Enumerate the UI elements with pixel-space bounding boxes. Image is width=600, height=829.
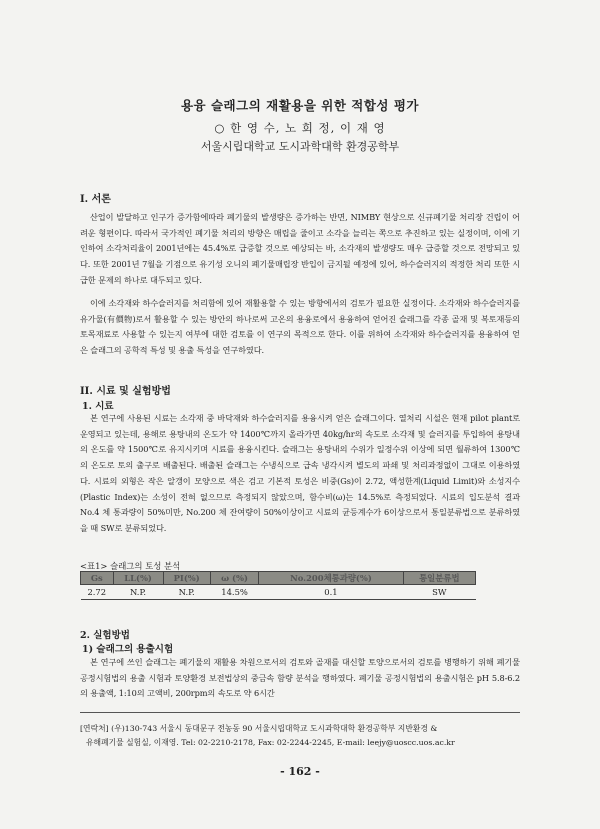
contact-line-2: 유해폐기물 실험실, 이재영. Tel: 02-2210-2178, Fax: 02-2244-2245, E-mail: leejy@uoscc.uos.ac.kr: [86, 738, 455, 747]
subsection-heading-sample: 1. 시료: [82, 401, 114, 412]
leaching-paragraph: 본 연구에 쓰인 슬래그는 폐기물의 재활용 차원으로서의 검토와 골재를 대신할 토양으로서의 검토를 병행하기 위해 폐기물 공정시험법의 용출 시험과 토양환경 보전법상의 중금속 함량 분석을 행하였다. 폐기물 공정시험법의 용출시험은 pH 5.8-6.2의 용출액, 1:10의 고액비, 200rpm의 속도로 약 6시간: [80, 657, 520, 699]
paper-title: 용융 슬래그의 재활용을 위한 적합성 평가: [180, 98, 420, 113]
table-header-row: [81, 572, 476, 585]
table-header-cell: PI(%): [163, 572, 210, 585]
table-caption: <표1> 슬래그의 토성 분석: [80, 561, 181, 571]
table-cell: N.P.: [163, 585, 210, 600]
table-cell: N.P.: [113, 585, 163, 600]
contact-line-1: [연락처] (우)130-743 서울시 동대문구 전농동 90 서울시립대학교 도시과학대학 환경공학부 지반환경 &: [80, 724, 438, 733]
page-number: - 162 -: [280, 765, 320, 778]
table-header-cell: No.200체통과량(%): [259, 572, 403, 585]
table-cell: 14.5%: [210, 585, 258, 600]
section-heading-introduction: I. 서론: [80, 194, 111, 205]
affiliation: 서울시립대학교 도시과학대학 환경공학부: [200, 140, 400, 153]
contact-footnote: [80, 722, 520, 750]
table-header-cell: LL(%): [113, 572, 163, 585]
intro-paragraph-2: 이에 소각재와 하수슬러지를 처리함에 있어 재활용할 수 있는 방향에서의 검토가 필요한 실정이다. 소각재와 하수슬러지를 유가물(有價物)로서 활용할 수 있는 방안의 하나로써 고온의 용융로에서 용융하여 얻어진 슬래그를 각종 골재 및 복토재등의 토목재료로 사용할 수 있는지 여부에 대한 검토를 이 연구의 목적으로 한다. 이를 위하여 소각재와 하수슬러지를 용융하여 얻은 슬래그의 공학적 특성 및 용출 특성을 연구하였다.: [80, 298, 520, 356]
table-cell: SW: [403, 585, 475, 600]
footnote-divider: [80, 712, 520, 713]
table-row: [81, 585, 476, 600]
table-header-cell: Gs: [81, 572, 114, 585]
author-list: ○ 한 영 수, 노 희 정, 이 재 영: [214, 121, 386, 135]
sample-paragraph: 본 연구에 사용된 시료는 소각재 중 바닥재와 하수슬러지를 용융시켜 얻은 슬래그이다. 열처리 시설은 현재 pilot plant로 운영되고 있는데, 용해로 용탕내의 온도가 약 1400℃까지 올라가면 40kg/hr의 속도로 소각재 및 슬러지를 투입하여 용탕내의 온도를 약 1500℃로 유지시키며 시료를 용융시킨다. 슬래그는 용탕내의 수위가 일정수위 이상에 되면 월류하여 1300℃의 온도로 토의 출구로 배출된다. 배출된 슬래그는 수냉식으로 급속 냉각시켜 별도의 파쇄 및 처리과정없이 그대로 이용하였다. 시료의 외형은 작은 알갱이 모양으로 색은 검고 기본적 토성은 비중(Gs)이 2.72, 액성한계(Liquid Limit)와 소성지수(Plastic Index)는 소성이 전혀 없으므로 측정되지 않았으며, 함수비(ω)는 14.5%로 측정되었다. 시료의 입도분석 결과 No.4 체 통과량이 50%미만, No.200 체 잔여량이 50%이상이고 시료의 균등계수가 6이상으로서 통일분류법으로 분류하였을 때 SW로 분류되었다.: [80, 413, 520, 533]
section-heading-materials-methods: II. 시료 및 실험방법: [80, 386, 171, 397]
subsection-heading-leaching-test: 1) 슬래그의 용출시험: [82, 644, 174, 655]
intro-paragraph-1: 산업이 발달하고 인구가 증가함에따라 폐기물의 발생량은 증가하는 반면, NIMBY 현상으로 신규폐기물 처리장 건립이 어려운 형편이다. 따라서 국가적인 폐기물 처리의 방향은 매립을 줄이고 소각을 늘리는 쪽으로 추진하고 있는 실정이며, 이에 기인하여 소각처리율이 2001년에는 45.4%로 급증할 것으로 예상되는 바, 소각재의 발생량도 매우 급증할 것으로 전망되고 있다. 또한 2001년 7월을 기점으로 유기성 오니의 폐기물매립장 반입이 금지될 예정에 있어, 하수슬러지의 적정한 처리 또한 시급한 문제의 하나로 대두되고 있다.: [80, 212, 520, 285]
table-header-cell: 통일분류법: [403, 572, 475, 585]
table-cell: 0.1: [259, 585, 403, 600]
subsection-heading-methods: 2. 실험방법: [80, 630, 130, 641]
slag-properties-table: [80, 571, 476, 600]
table-cell: 2.72: [81, 585, 114, 600]
table-header-cell: ω (%): [210, 572, 258, 585]
